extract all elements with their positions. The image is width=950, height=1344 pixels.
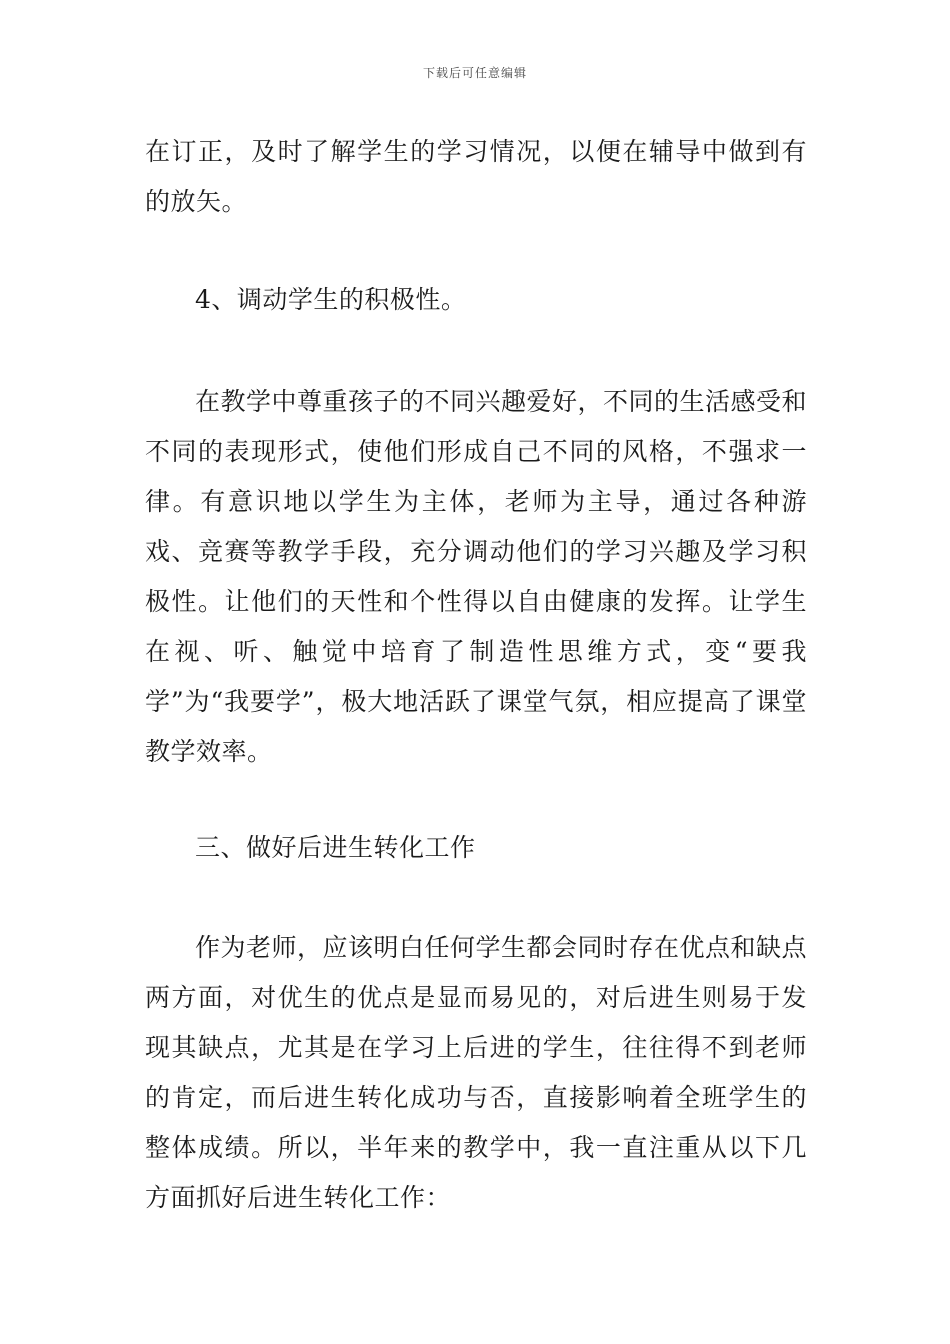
- section-heading-4: 4、调动学生的积极性。: [195, 285, 467, 314]
- paragraph-underachiever-work: 作为老师，应该明白任何学生都会同时存在优点和缺点两方面，对优生的优点是显而易见的，对后进生则易于发现其缺点，尤其是在学习上后进的学生，往往得不到老师的肯定，而后进生转化成功与否，直接影响着全班学生的整体成绩。所以，半年来的教学中，我一直注重从以下几方面抓好后进生转化工作：: [145, 933, 808, 1212]
- section-heading-3: 三、做好后进生转化工作: [195, 833, 476, 862]
- paragraph-continuation: 在订正，及时了解学生的学习情况，以便在辅导中做到有的放矢。: [145, 137, 807, 216]
- paragraph-student-motivation: 在教学中尊重孩子的不同兴趣爱好，不同的生活感受和不同的表现形式，使他们形成自己不同的风格，不强求一律。有意识地以学生为主体，老师为主导，通过各种游戏、竞赛等教学手段，充分调动他们的学习兴趣及学习积极性。让他们的天性和个性得以自由健康的发挥。让学生在视、听、触觉中培育了制造性思维方式，变“要我学”为“我要学”，极大地活跃了课堂气氛，相应提高了课堂教学效率。: [145, 387, 808, 766]
- page-header-note: 下载后可任意编辑: [422, 66, 527, 80]
